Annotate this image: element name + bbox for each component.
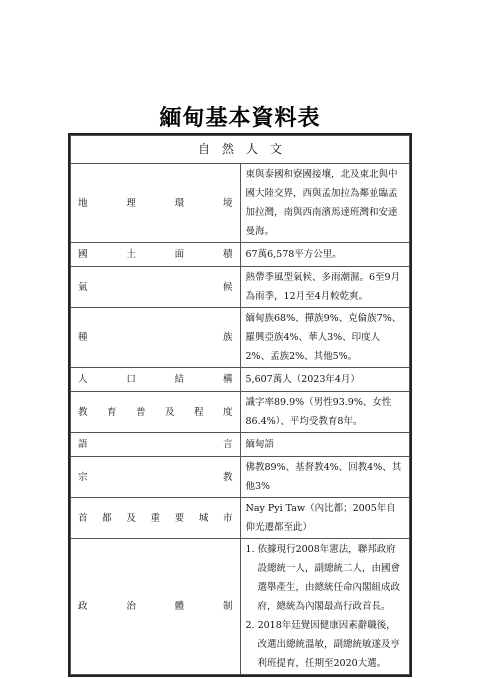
row-value: Nay Pyi Taw（內比都；2005年自仰光遷都至此）: [240, 498, 410, 539]
row-value: 熱帶季風型氣候、多雨潮濕。6至9月為雨季，12月至4月較乾爽。: [240, 267, 410, 308]
row-label: 教育普及程度: [71, 392, 241, 433]
table-row: [71, 433, 410, 457]
row-label: 種族: [71, 308, 241, 368]
section-header: 自然人文: [71, 136, 410, 164]
row-label: 首都及重要城市: [71, 498, 241, 539]
table-row: [71, 498, 410, 539]
row-value: 佛教89%、基督教4%、回教4%、其他3%: [240, 457, 410, 498]
basic-info-table: [68, 133, 412, 677]
row-value: 東與泰國和寮國接壤，北及東北與中國大陸交界，西與孟加拉為鄰並臨孟加拉灣，南與西南濱馬達班灣和安達曼海。: [240, 164, 410, 243]
row-label: 國土面積: [71, 243, 241, 267]
table-row: [71, 392, 410, 433]
table-header-row: [71, 136, 410, 164]
row-label: 地理環境: [71, 164, 241, 243]
row-label: 氣候: [71, 267, 241, 308]
row-value: 緬甸語: [240, 433, 410, 457]
row-label: 語言: [71, 433, 241, 457]
government-list: [246, 540, 405, 673]
row-value: 緬甸族68%、撣族9%、克倫族7%、羅興亞族4%、華人3%、印度人2%、孟族2%、其他5%。: [240, 308, 410, 368]
table-row: [71, 539, 410, 675]
row-label: 人口結構: [71, 368, 241, 392]
row-value: 5,607萬人（2023年4月）: [240, 368, 410, 392]
row-label: 宗教: [71, 457, 241, 498]
row-value: [240, 539, 410, 675]
table-row: [71, 368, 410, 392]
table-row: [71, 243, 410, 267]
page-title: 緬甸基本資料表: [159, 106, 321, 131]
table-row: [71, 164, 410, 243]
list-item: 2. 2018年廷覺因健康因素辭職後，改選出總統溫敏，副總統敏遂及亨利班提育，任期至2020大選。: [245, 620, 401, 669]
table-row: [71, 308, 410, 368]
list-item: 1. 依據現行2008年憲法，聯邦政府設總統一人，副總統二人，由國會選舉產生，由總統任命內閣組成政府，總統為內閣最高行政首長。: [245, 544, 401, 612]
row-value: 67萬6,578平方公里。: [240, 243, 410, 267]
table-row: [71, 457, 410, 498]
table-row: [71, 267, 410, 308]
row-label: 政治體制: [71, 539, 241, 675]
row-value: 識字率89.9%（男性93.9%、女性86.4%）、平均受教育8年。: [240, 392, 410, 433]
